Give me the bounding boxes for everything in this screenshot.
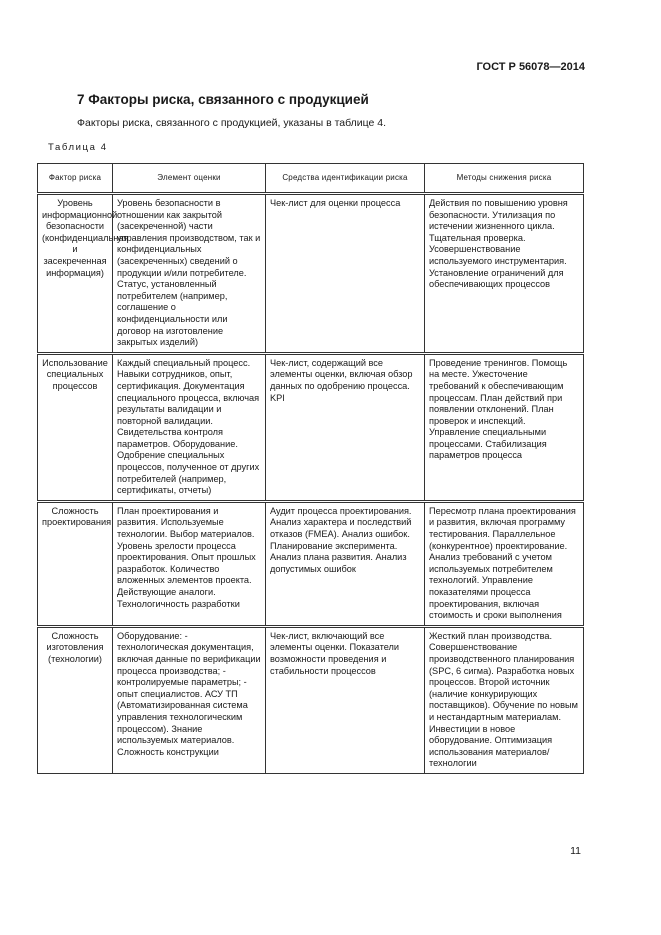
cell-methods: Жесткий план производства. Совершенствование производственного планирования (SPC, 6 сигма). Разработка новых процессов. Второй источник (наличие конкурирующих поставщиков). Обучение по новым и нестандартным материалам. Инвестиции в новое оборудование. Оптимизация использования материалов/технологии (425, 626, 584, 773)
table-row (38, 353, 584, 501)
cell-means: Чек-лист, включающий все элементы оценки. Показатели возможности проведения и стабильности процессов (266, 626, 425, 773)
section-intro: Факторы риска, связанного с продукцией, указаны в таблице 4. (77, 117, 387, 129)
table-row (38, 626, 584, 773)
cell-means: Чек-лист для оценки процесса (266, 194, 425, 354)
table-row (38, 194, 584, 354)
risk-factors-table (37, 163, 584, 774)
cell-element: Оборудование: - технологическая документация, включая данные по верификации процесса производства; - контролируемые параметры; - опыт специалистов. АСУ ТП (Автоматизированная система управления технологическим процессом). Знание используемых материалов. Сложность конструкции (113, 626, 266, 773)
table-header-row (38, 164, 584, 194)
cell-factor: Уровень информационной безопасности (конфиденциальная и засекреченная информация) (38, 194, 113, 354)
cell-element: Уровень безопасности в отношении как закрытой (засекреченной) части управления производством, так и конфиденциальных (засекреченных) сведений о продукции и/или потребителе. Статус, установленный потребителем (например, соглашение о конфиденциальности или договор на изготовление закрытых изделий) (113, 194, 266, 354)
cell-element: Каждый специальный процесс. Навыки сотрудников, опыт, сертификация. Документация специального процесса, включая результаты валидации и повторной валидации. Свидетельства контроля параметров. Оборудование. Одобрение специальных процессов, полученное от других потребителей (например, сертификаты, отчеты) (113, 353, 266, 501)
cell-element: План проектирования и развития. Используемые технологии. Выбор материалов. Уровень зрелости процесса проектирования. Опыт прошлых разработок. Количество вложенных элементов проекта. Действующие аналоги. Технологичность разработки (113, 501, 266, 626)
table-row (38, 501, 584, 626)
table-label: Таблица 4 (48, 142, 108, 153)
cell-methods: Проведение тренингов. Помощь на месте. Ужесточение требований к обеспечивающим процессам. План действий при появлении отклонений. План проверок и инспекций. Управление специальными процессами. Стабилизация параметров процесса (425, 353, 584, 501)
page-number: 11 (570, 845, 581, 857)
cell-means: Аудит процесса проектирования. Анализ характера и последствий отказов (FMEA). Анализ ошибок. Планирование эксперимента. Анализ плана развития. Анализ допустимых ошибок (266, 501, 425, 626)
section-title: 7 Факторы риска, связанного с продукцией (77, 92, 369, 107)
cell-factor: Сложность изготовления (технологии) (38, 626, 113, 773)
cell-factor: Использование специальных процессов (38, 353, 113, 501)
column-header-methods: Методы снижения риска (425, 164, 584, 194)
cell-factor: Сложность проектирования (38, 501, 113, 626)
cell-means: Чек-лист, содержащий все элементы оценки, включая обзор данных по одобрению процесса. KPI (266, 353, 425, 501)
cell-methods: Действия по повышению уровня безопасности. Утилизация по истечении жизненного цикла. Тщательная проверка. Усовершенствование используемого инструментария. Установление ограничений для обеспечивающих процессов (425, 194, 584, 354)
column-header-factor: Фактор риска (38, 164, 113, 194)
column-header-element: Элемент оценки (113, 164, 266, 194)
standard-id: ГОСТ Р 56078—2014 (476, 61, 585, 73)
cell-methods: Пересмотр плана проектирования и развития, включая программу тестирования. Параллельное (конкурентное) проектирование. Анализ требований с учетом используемых потребителем технологий. Управление показателями процесса проектирования, включая стоимость и сроки выполнения (425, 501, 584, 626)
column-header-means: Средства идентификации риска (266, 164, 425, 194)
